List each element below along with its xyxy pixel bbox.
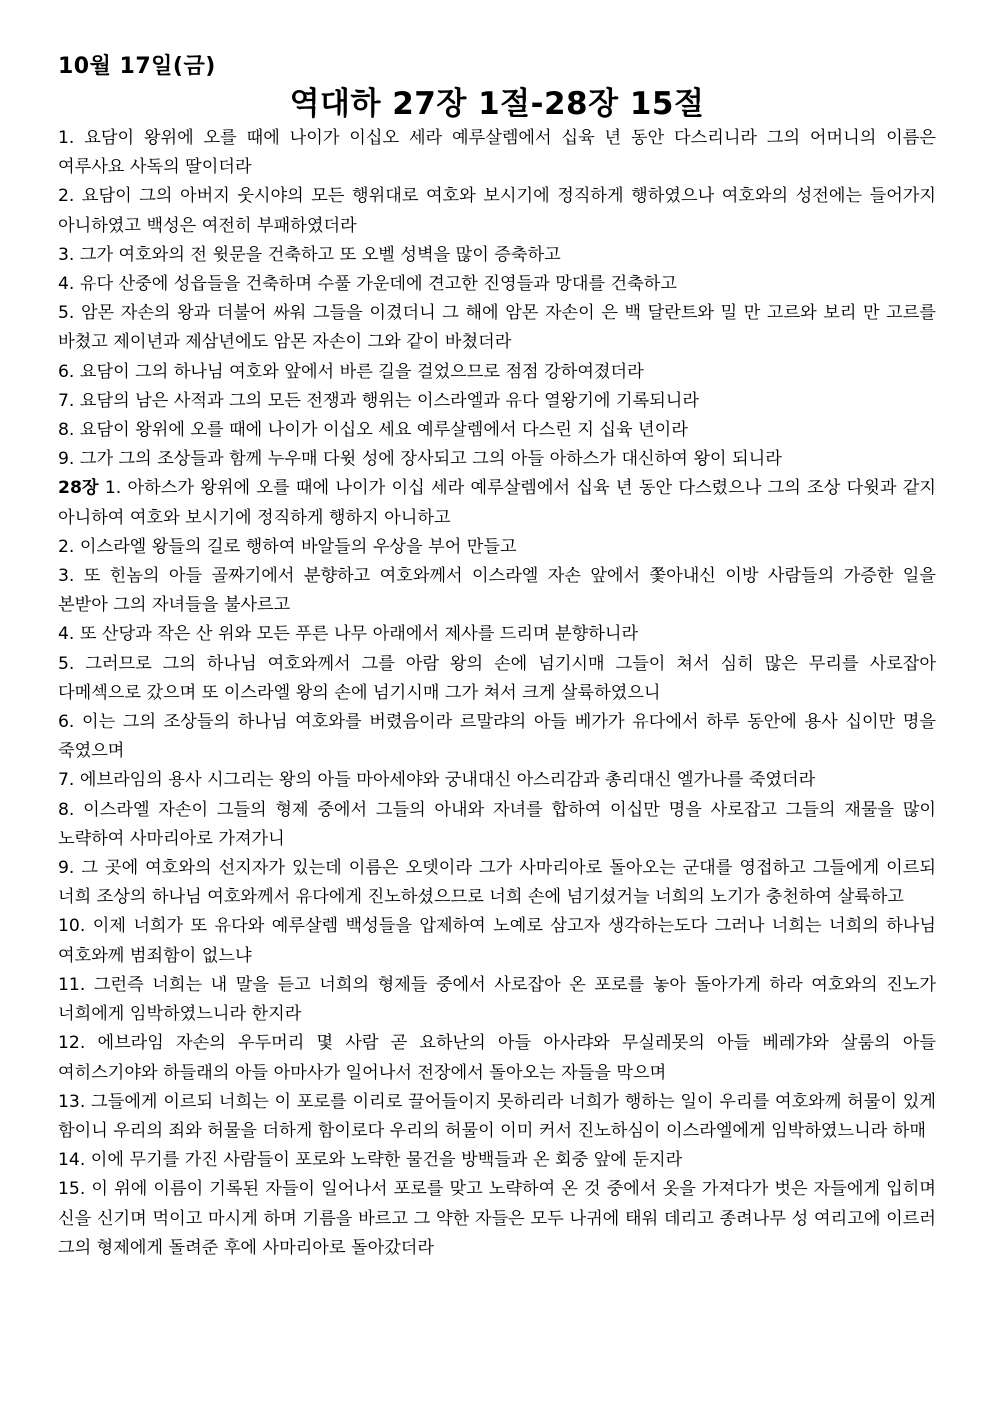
- verse: [58, 387, 936, 416]
- reading-date: 10월 17일(금): [58, 54, 216, 79]
- verse-text: 6. 이는 그의 조상들의 하나님 여호와를 버렸음이라 르말랴의 아들 베가가 유다에서 하루 동안에 용사 십이만 명을 죽였으며: [58, 712, 936, 762]
- verse: [58, 650, 936, 708]
- scripture-page: [58, 52, 936, 1263]
- verse-text: 1. 요담이 왕위에 오를 때에 나이가 이십오 세라 예루살렘에서 십육 년 동안 다스리니라 그의 어머니의 이름은 여루사요 사독의 딸이더라: [58, 128, 936, 178]
- verse-text: 1. 아하스가 왕위에 오를 때에 나이가 이십 세라 예루살렘에서 십육 년 동안 다스렸으나 그의 조상 다윗과 같지 아니하여 여호와 보시기에 정직하게 행하지 아니하고: [58, 478, 936, 528]
- verse-text: 4. 또 산당과 작은 산 위와 모든 푸른 나무 아래에서 제사를 드리며 분향하니라: [58, 624, 639, 645]
- verse-text: 10. 이제 너희가 또 유다와 예루살렘 백성들을 압제하여 노예로 삼고자 생각하는도다 그러나 너희는 너희의 하나님 여호와께 범죄함이 없느냐: [58, 916, 936, 966]
- verse: [58, 1175, 936, 1263]
- verse: [58, 1029, 936, 1087]
- verse-text: 8. 요담이 왕위에 오를 때에 나이가 이십오 세요 예루살렘에서 다스린 지 십육 년이라: [58, 420, 688, 441]
- verse: [58, 1146, 936, 1175]
- verse: [58, 241, 936, 270]
- verse-text: 4. 유다 산중에 성읍들을 건축하며 수풀 가운데에 견고한 진영들과 망대를 건축하고: [58, 274, 677, 295]
- verse: [58, 971, 936, 1029]
- verse: [58, 270, 936, 299]
- verse-text: 3. 그가 여호와의 전 윗문을 건축하고 또 오벨 성벽을 많이 증축하고: [58, 244, 561, 265]
- verse: [58, 182, 936, 240]
- verse-text: 6. 요담이 그의 하나님 여호와 앞에서 바른 길을 걸었으므로 점점 강하여졌더라: [58, 361, 644, 382]
- verse: [58, 445, 936, 474]
- verse-text: 11. 그런즉 너희는 내 말을 듣고 너희의 형제들 중에서 사로잡아 온 포로를 놓아 돌아가게 하라 여호와의 진노가 너희에게 임박하였느니라 한지라: [58, 974, 936, 1025]
- passage-title: 역대하 27장 1절-28장 15절: [289, 86, 705, 122]
- verse-text: 14. 이에 무기를 가진 사람들이 포로와 노략한 물건을 방백들과 온 회중 앞에 둔지라: [58, 1150, 683, 1171]
- verse: [58, 358, 936, 387]
- verse-text: 5. 그러므로 그의 하나님 여호와께서 그를 아람 왕의 손에 넘기시매 그들이 쳐서 심히 많은 무리를 사로잡아 다메섹으로 갔으며 또 이스라엘 왕의 손에 넘기시매 그가 쳐서 크게 살륙하였으니: [58, 653, 936, 703]
- verse: [58, 124, 936, 182]
- verse: [58, 854, 936, 912]
- verse-text: 5. 암몬 자손의 왕과 더불어 싸워 그들을 이겼더니 그 해에 암몬 자손이 은 백 달란트와 밀 만 고르와 보리 만 고르를 바쳤고 제이년과 제삼년에도 암몬 자손이 그와 같이 바쳤더라: [58, 303, 936, 353]
- verse: [58, 533, 936, 562]
- chapter-marker: 28장: [58, 478, 99, 499]
- verse: [58, 1088, 936, 1146]
- verse: [58, 708, 936, 766]
- verse-text: 15. 이 위에 이름이 기록된 자들이 일어나서 포로를 맞고 노략하여 온 것 중에서 옷을 가져다가 벗은 자들에게 입히며 신을 신기며 먹이고 마시게 하며 기름을 바르고 그 약한 자들은 모두 나귀에 태워 데리고 종려나무 성 여리고에 이르러 그의 형제에게 돌려준 후에 사마리아로 돌아갔더라: [58, 1179, 936, 1258]
- verse-text: 9. 그 곳에 여호와의 선지자가 있는데 이름은 오뎃이라 그가 사마리아로 돌아오는 군대를 영접하고 그들에게 이르되 너희 조상의 하나님 여호와께서 유다에게 진노하셨으므로 너희 손에 넘기셨거늘 너희의 노기가 충천하여 살륙하고: [58, 858, 936, 908]
- verse: [58, 766, 936, 795]
- verse-text: 13. 그들에게 이르되 너희는 이 포로를 이리로 끌어들이지 못하리라 너희가 행하는 일이 우리를 여호와께 허물이 있게 함이니 우리의 죄와 허물을 더하게 함이로다 우리의 허물이 이미 커서 진노하심이 이스라엘에게 임박하였느니라 하매: [58, 1091, 936, 1141]
- verse: [58, 912, 936, 970]
- verse-text: 3. 또 힌놈의 아들 골짜기에서 분향하고 여호와께서 이스라엘 자손 앞에서 쫓아내신 이방 사람들의 가증한 일을 본받아 그의 자녀들을 불사르고: [58, 566, 936, 616]
- verse-text: 8. 이스라엘 자손이 그들의 형제 중에서 그들의 아내와 자녀를 합하여 이십만 명을 사로잡고 그들의 재물을 많이 노략하여 사마리아로 가져가니: [58, 799, 936, 849]
- verse: [58, 796, 936, 854]
- verse: [58, 562, 936, 620]
- verse: [58, 299, 936, 357]
- verse: [58, 620, 936, 649]
- verse-text: 9. 그가 그의 조상들과 함께 누우매 다윗 성에 장사되고 그의 아들 아하스가 대신하여 왕이 되니라: [58, 449, 782, 470]
- verse: [58, 416, 936, 445]
- verse: [58, 474, 936, 532]
- verse-list: [58, 124, 936, 1263]
- verse-text: 2. 이스라엘 왕들의 길로 행하여 바알들의 우상을 부어 만들고: [58, 536, 517, 557]
- verse-text: 7. 에브라임의 용사 시그리는 왕의 아들 마아세야와 궁내대신 아스리감과 총리대신 엘가나를 죽였더라: [58, 770, 816, 791]
- verse-text: 12. 에브라임 자손의 우두머리 몇 사람 곧 요하난의 아들 아사랴와 무실레못의 아들 베레갸와 살룸의 아들 여히스기야와 하들래의 아들 아마사가 일어나서 전장에서 돌아오는 자들을 막으며: [58, 1033, 936, 1083]
- verse-text: 7. 요담의 남은 사적과 그의 모든 전쟁과 행위는 이스라엘과 유다 열왕기에 기록되니라: [58, 390, 700, 411]
- verse-text: 2. 요담이 그의 아버지 웃시야의 모든 행위대로 여호와 보시기에 정직하게 행하였으나 여호와의 성전에는 들어가지 아니하였고 백성은 여전히 부패하였더라: [58, 186, 936, 236]
